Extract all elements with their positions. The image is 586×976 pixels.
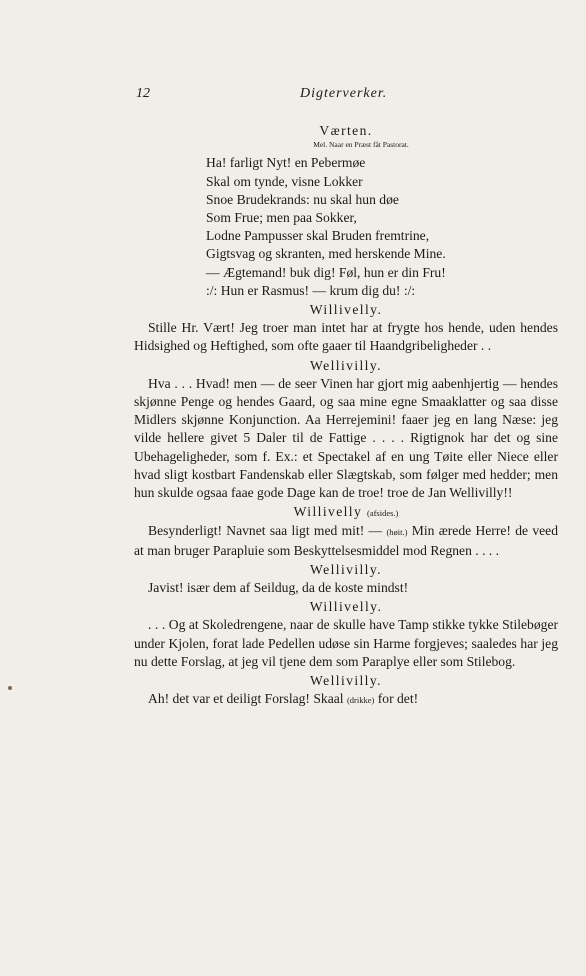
stage-direction: (drikke) xyxy=(346,695,375,706)
dialogue-paragraph xyxy=(134,522,558,559)
song-verse xyxy=(206,154,558,300)
speaker-name: Wellivilly. xyxy=(310,357,382,373)
dialogue-text: for det! xyxy=(377,691,419,707)
page-body xyxy=(134,120,558,710)
speaker-name: Wellivilly. xyxy=(310,673,382,689)
dialogue-paragraph: Stille Hr. Vært! Jeg troer man intet har at frygte hos hende, uden hendes Hidsighed og Heftighed, som ofte gaaer til Haandgribeligheder . . xyxy=(134,320,558,354)
verse-line: Ha! farligt Nyt! en Pebermøe xyxy=(206,155,366,171)
speaker-heading xyxy=(134,503,558,522)
stage-direction: (høit.) xyxy=(386,527,408,538)
dialogue-paragraph: Javist! især dem af Seildug, da de koste mindst! xyxy=(148,580,409,596)
verse-line: Lodne Pampusser skal Bruden fremtrine, xyxy=(206,228,430,244)
verse-line: Gigtsvag og skranten, med herskende Mine. xyxy=(206,246,446,262)
verse-line: :/: Hun er Rasmus! — krum dig du! :/: xyxy=(206,282,416,298)
melody-note: Mel. Naar en Præst fåt Pastorat. xyxy=(313,140,409,150)
dialogue-paragraph: Hva . . . Hvad! men — de seer Vinen har gjort mig aabenhjertig — hendes skjønne Penge og hendes Gaard, og saa mine egne Smaaklatter og saa disse Midlers skjønne Konjunction. Aa Herrejemini! faaer jeg en lang Næse: jeg vilde hellere givet 5 Daler til de Fattige . . . . Rigtignok har det og sine Ubehageligheder, som f. Ex.: et Spectakel af en ung Tøite eller Niece eller hvad sligt kostbart Fandenskab eller Slægtskab, som følger med hedder; men hun skulde ogsaa faae gode Dage kan de troe! troe de Jan Wellivilly!! xyxy=(134,375,558,501)
dialogue-paragraph: . . . Og at Skoledrengene, naar de skulle have Tamp stikke tykke Stilebøger under Kjolen, forat lade Pedellen udøse sin Harme forgjeves; saaledes har jeg nu dette Forslag, at jeg vil tjene dem som Paraplye eller som Stilebog. xyxy=(134,617,558,669)
dialogue-text: Besynderligt! Navnet saa ligt med mit! — xyxy=(148,523,383,539)
verse-line: Snoe Brudekrands: nu skal hun døe xyxy=(206,191,399,207)
speaker-name: Værten. xyxy=(319,123,373,138)
dialogue-text: Min ærede Herre! de veed at man bruger Parapluie som Beskyttelsesmiddel mod Regnen . . . . xyxy=(134,523,558,558)
dialogue-text: Ah! det var et deiligt Forslag! Skaal xyxy=(148,691,344,707)
speaker-name: Willivelly. xyxy=(309,302,383,318)
margin-mark xyxy=(8,686,12,690)
speaker-name: Willivelly. xyxy=(309,599,383,615)
stage-direction: (afsides.) xyxy=(367,508,399,519)
speaker-name: Wellivilly. xyxy=(310,561,382,577)
speaker-name: Willivelly xyxy=(293,504,363,520)
verse-line: Skal om tynde, visne Lokker xyxy=(206,173,363,189)
page-number: 12 xyxy=(136,86,150,101)
verse-line: Som Frue; men paa Sokker, xyxy=(206,210,357,226)
verse-line: — Ægtemand! buk dig! Føl, hun er din Fru! xyxy=(206,264,446,280)
running-title: Digterverker. xyxy=(300,86,388,101)
dialogue-paragraph xyxy=(134,690,558,709)
